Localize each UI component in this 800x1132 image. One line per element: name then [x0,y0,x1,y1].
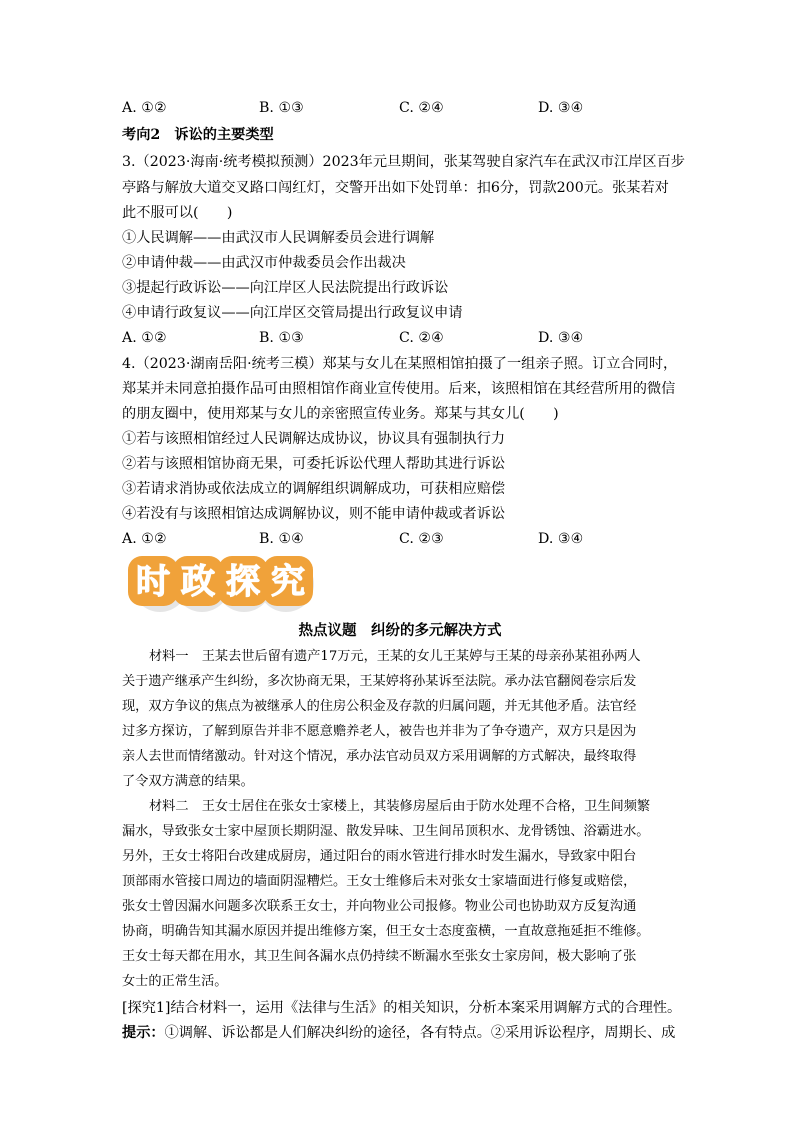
material-line: 材料二 王女士居住在张女士家楼上，其装修房屋后由于防水处理不合格，卫生间频繁 [149,799,651,814]
banner-char: 探 [226,562,260,602]
section-banner [120,548,320,612]
material-line: 现，双方争议的焦点为被继承人的住房公积金及存款的归属问题，并无其他矛盾。法官经 [122,699,637,714]
q3-stem-line: 亭路与解放大道交叉路口闯红灯，交警开出如下处罚单：扣6分，罚款200元。张某若对 [122,180,669,196]
option-c: C. ②③ [399,531,444,547]
option-d: D. ③④ [538,330,584,346]
material-line: 女士的正常生活。 [122,974,228,989]
option-c: C. ②④ [399,330,444,346]
banner-char: 时 [136,562,170,602]
material-line: 协商，明确告知其漏水原因并提出维修方案，但王女士态度蛮横，一直故意拖延拒不维修。 [122,924,650,939]
banner-char: 究 [271,562,305,602]
material-line: 王女士每天都在用水，其卫生间各漏水点仍持续不断漏水至张女士家房间，极大影响了张 [122,949,637,964]
q3-stem-line: 3.（2023·海南·统考模拟预测）2023年元旦期间，张某驾驶自家汽车在武汉市江岸区百步 [122,154,685,170]
topic-title: 热点议题 纠纷的多元解决方式 [298,622,502,639]
hint [122,1023,675,1043]
option-b: B. ①③ [259,100,304,116]
q3-item: ④申请行政复议——向江岸区交管局提出行政复议申请 [122,305,463,321]
q2-options [122,98,682,118]
q4-stem-line: 郑某并未同意拍摄作品可由照相馆作商业宣传使用。后来，该照相馆在其经营所用的微信 [122,381,676,397]
material-line: 过多方探访，了解到原告并非不愿意赡养老人，被告也并非为了争夺遗产，双方只是因为 [122,724,637,739]
option-a: A. ①② [122,531,167,547]
explore-prompt: [探究1]结合材料一，运用《法律与生活》的相关知识，分析本案采用调解方式的合理性。 [122,1000,682,1016]
q3-options [122,328,682,348]
option-d: D. ③④ [538,100,584,116]
q3-item: ③提起行政诉讼——向江岸区人民法院提出行政诉讼 [122,280,449,296]
q4-stem-line: 4.（2023·湖南岳阳·统考三模）郑某与女儿在某照相馆拍摄了一组亲子照。订立合同时， [122,356,678,372]
material-line: 张女士曾因漏水问题多次联系王女士，并向物业公司报修。物业公司也协助双方反复沟通 [122,899,637,914]
material-line: 亲人去世而情绪激动。针对这个情况，承办法官动员双方采用调解的方式解决，最终取得 [122,749,637,764]
banner-char: 政 [181,562,215,602]
option-c: C. ②④ [399,100,444,116]
material-line: 顶部雨水管接口周边的墙面阴湿糟烂。王女士维修后未对张女士家墙面进行修复或赔偿， [122,874,637,889]
hint-text: ①调解、诉讼都是人们解决纠纷的途径，各有特点。②采用诉讼程序，周期长、成 [164,1025,676,1041]
material-line: 材料一 王某去世后留有遗产17万元，王某的女儿王某婷与王某的母亲孙某祖孙两人 [149,649,641,664]
option-a: A. ①② [122,100,167,116]
q4-stem-line: 的朋友圈中，使用郑某与女儿的亲密照宣传业务。郑某与其女儿( ) [122,406,559,422]
option-d: D. ③④ [538,531,584,547]
material-line: 另外，王女士将阳台改建成厨房，通过阳台的雨水管进行排水时发生漏水，导致家中阳台 [122,849,637,864]
option-b: B. ①④ [259,531,304,547]
material-line: 了令双方满意的结果。 [122,774,254,789]
q4-item: ④若没有与该照相馆达成调解协议，则不能申请仲裁或者诉讼 [122,506,506,522]
q4-item: ②若与该照相馆协商无果，可委托诉讼代理人帮助其进行诉讼 [122,456,506,472]
section-heading: 考向2 诉讼的主要类型 [122,127,274,143]
q3-item: ②申请仲裁——由武汉市仲裁委员会作出裁决 [122,255,406,271]
hint-label: 提示： [122,1025,165,1041]
option-b: B. ①③ [259,330,304,346]
material-line: 关于遗产继承产生纠纷，多次协商无果，王某婷将孙某诉至法院。承办法官翻阅卷宗后发 [122,674,637,689]
q4-item: ①若与该照相馆经过人民调解达成协议，协议具有强制执行力 [122,431,506,447]
q4-item: ③若请求消协或依法成立的调解组织调解成功，可获相应赔偿 [122,481,506,497]
q3-item: ①人民调解——由武汉市人民调解委员会进行调解 [122,230,435,246]
option-a: A. ①② [122,330,167,346]
material-line: 漏水，导致张女士家中屋顶长期阴湿、散发异味、卫生间吊顶积水、龙骨锈蚀、浴霸进水。 [122,824,650,839]
q3-stem-line: 此不服可以( ) [122,205,233,221]
q4-options [122,529,682,549]
